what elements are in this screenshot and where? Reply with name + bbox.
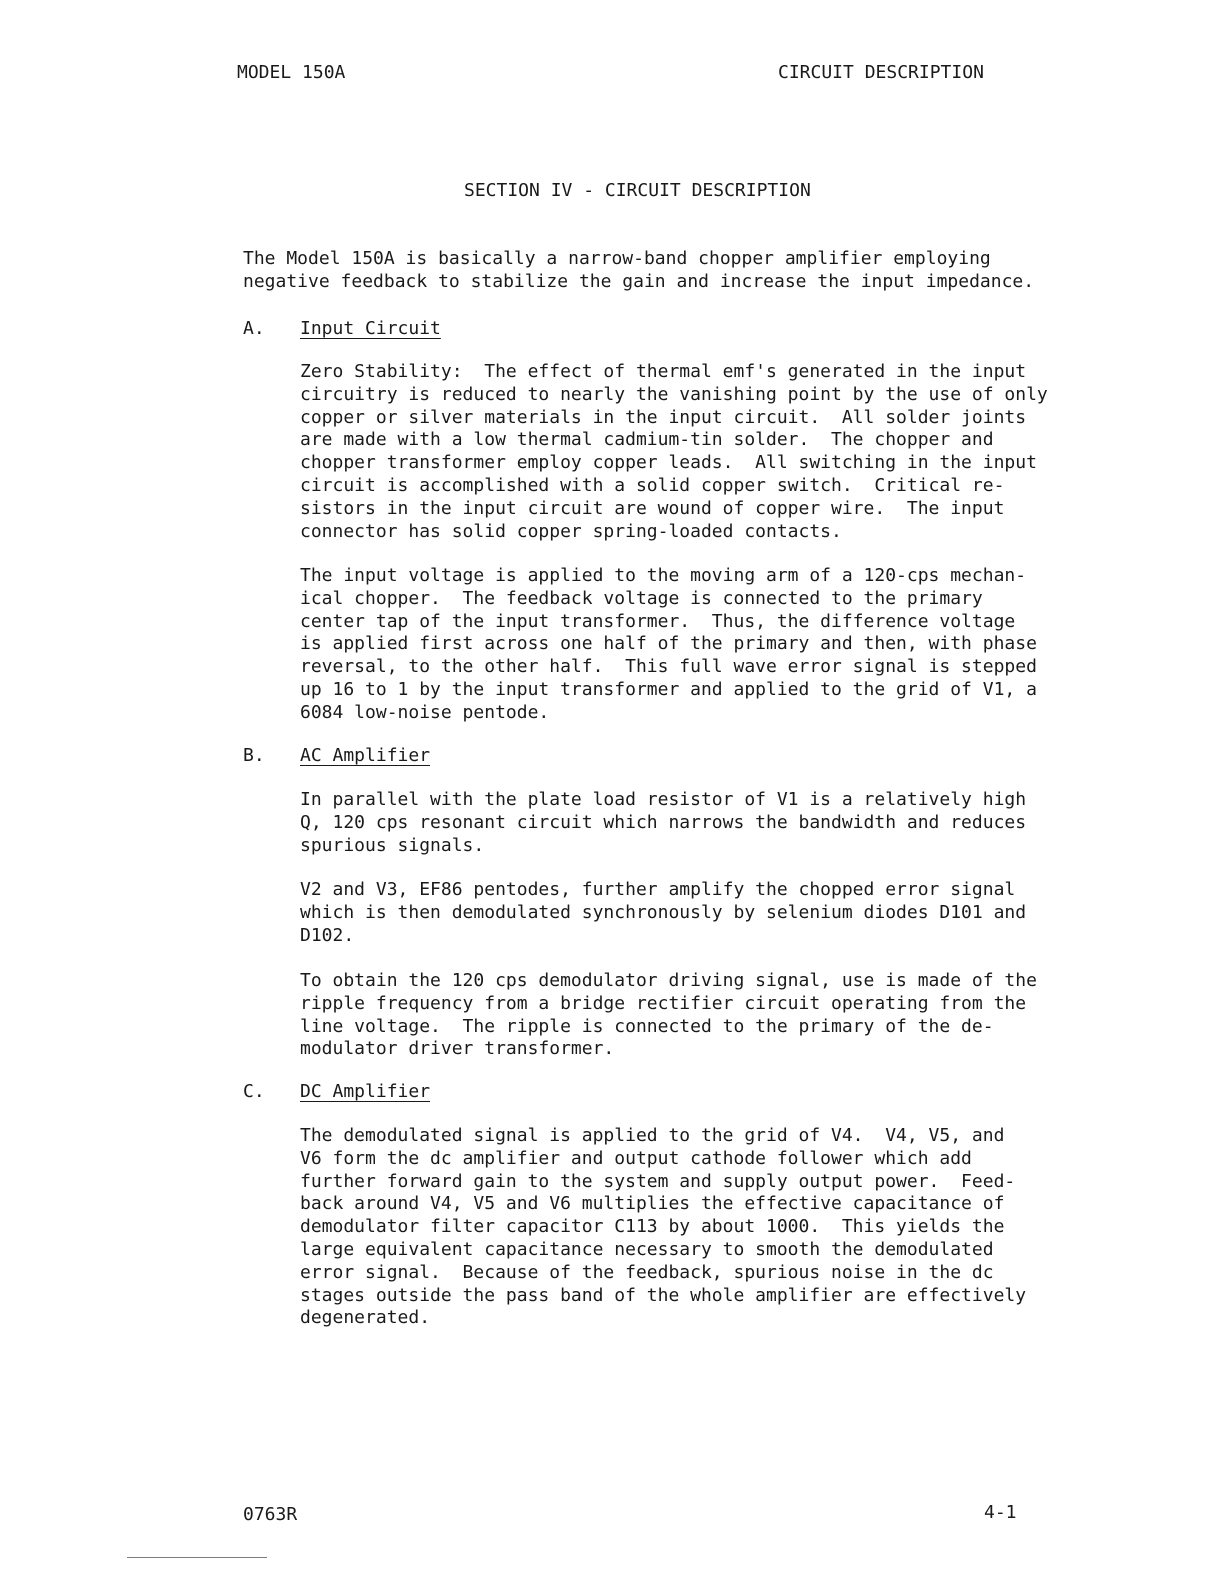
text-line: stages outside the pass band of the whole amplifier are effectively: [300, 1284, 1027, 1306]
text-line: The Model 150A is basically a narrow-band chopper amplifier employing: [243, 248, 991, 269]
section-letter: A.: [243, 318, 265, 339]
footer-doc-code: 0763R: [243, 1504, 298, 1525]
text-line: copper or silver materials in the input circuit. All solder joints: [300, 406, 1027, 428]
header-section: CIRCUIT DESCRIPTION: [778, 62, 984, 83]
text-line: large equivalent capacitance necessary to smooth the demodulated: [300, 1238, 994, 1260]
text-line: connector has solid copper spring-loaded contacts.: [300, 520, 842, 542]
text-line: modulator driver transformer.: [300, 1038, 615, 1060]
section-heading: DC Amplifier: [300, 1081, 431, 1102]
text-line: circuit is accomplished with a solid copper switch. Critical re-: [300, 474, 1005, 496]
intro-paragraph: [243, 248, 1034, 294]
text-line: are made with a low thermal cadmium-tin solder. The chopper and: [300, 429, 994, 451]
section-heading: AC Amplifier: [300, 745, 431, 766]
text-line: V2 and V3, EF86 pentodes, further amplify the chopped error signal: [300, 879, 1016, 900]
paragraph: [300, 879, 1026, 947]
text-line: further forward gain to the system and supply output power. Feed-: [300, 1170, 1016, 1192]
text-line: Q, 120 cps resonant circuit which narrows the bandwidth and reduces: [300, 811, 1027, 833]
paragraph: [300, 361, 1048, 543]
text-line: 6084 low-noise pentode.: [300, 701, 550, 723]
text-line: negative feedback to stabilize the gain and increase the input impedance.: [243, 270, 1035, 292]
text-line: D102.: [300, 924, 355, 946]
section-letter: B.: [243, 745, 265, 766]
section-letter: C.: [243, 1081, 265, 1102]
text-line: center tap of the input transformer. Thus, the difference voltage: [300, 610, 1016, 632]
footer-divider: [127, 1557, 267, 1558]
text-line: ripple frequency from a bridge rectifier circuit operating from the: [300, 992, 1027, 1014]
text-line: back around V4, V5 and V6 multiplies the effective capacitance of: [300, 1193, 1005, 1215]
text-line: V6 form the dc amplifier and output cathode follower which add: [300, 1147, 972, 1169]
paragraph: [300, 1125, 1026, 1330]
text-line: demodulator filter capacitor C113 by about 1000. This yields the: [300, 1216, 1005, 1238]
text-line: error signal. Because of the feedback, spurious noise in the dc: [300, 1261, 994, 1283]
page-number: 4-1: [984, 1502, 1017, 1523]
text-line: which is then demodulated synchronously by selenium diodes D101 and: [300, 901, 1027, 923]
text-line: reversal, to the other half. This full wave error signal is stepped: [300, 656, 1037, 678]
section-heading: Input Circuit: [300, 318, 441, 339]
text-line: In parallel with the plate load resistor of V1 is a relatively high: [300, 789, 1027, 810]
text-line: sistors in the input circuit are wound of copper wire. The input: [300, 497, 1005, 519]
paragraph: [300, 970, 1037, 1061]
text-line: degenerated.: [300, 1307, 431, 1329]
text-line: spurious signals.: [300, 834, 485, 856]
section-title: SECTION IV - CIRCUIT DESCRIPTION: [464, 180, 811, 201]
text-line: circuitry is reduced to nearly the vanishing point by the use of only: [300, 383, 1048, 405]
text-line: To obtain the 120 cps demodulator driving signal, use is made of the: [300, 970, 1037, 991]
text-line: chopper transformer employ copper leads. All switching in the input: [300, 452, 1037, 474]
text-line: Zero Stability: The effect of thermal emf's generated in the input: [300, 361, 1027, 382]
paragraph: [300, 565, 1037, 725]
paragraph: [300, 789, 1026, 857]
text-line: The input voltage is applied to the moving arm of a 120-cps mechan-: [300, 565, 1027, 586]
text-line: The demodulated signal is applied to the grid of V4. V4, V5, and: [300, 1125, 1005, 1146]
text-line: up 16 to 1 by the input transformer and applied to the grid of V1, a: [300, 678, 1037, 700]
text-line: is applied first across one half of the primary and then, with phase: [300, 633, 1037, 655]
text-line: line voltage. The ripple is connected to the primary of the de-: [300, 1015, 994, 1037]
header-model: MODEL 150A: [237, 62, 346, 83]
text-line: ical chopper. The feedback voltage is connected to the primary: [300, 587, 983, 609]
